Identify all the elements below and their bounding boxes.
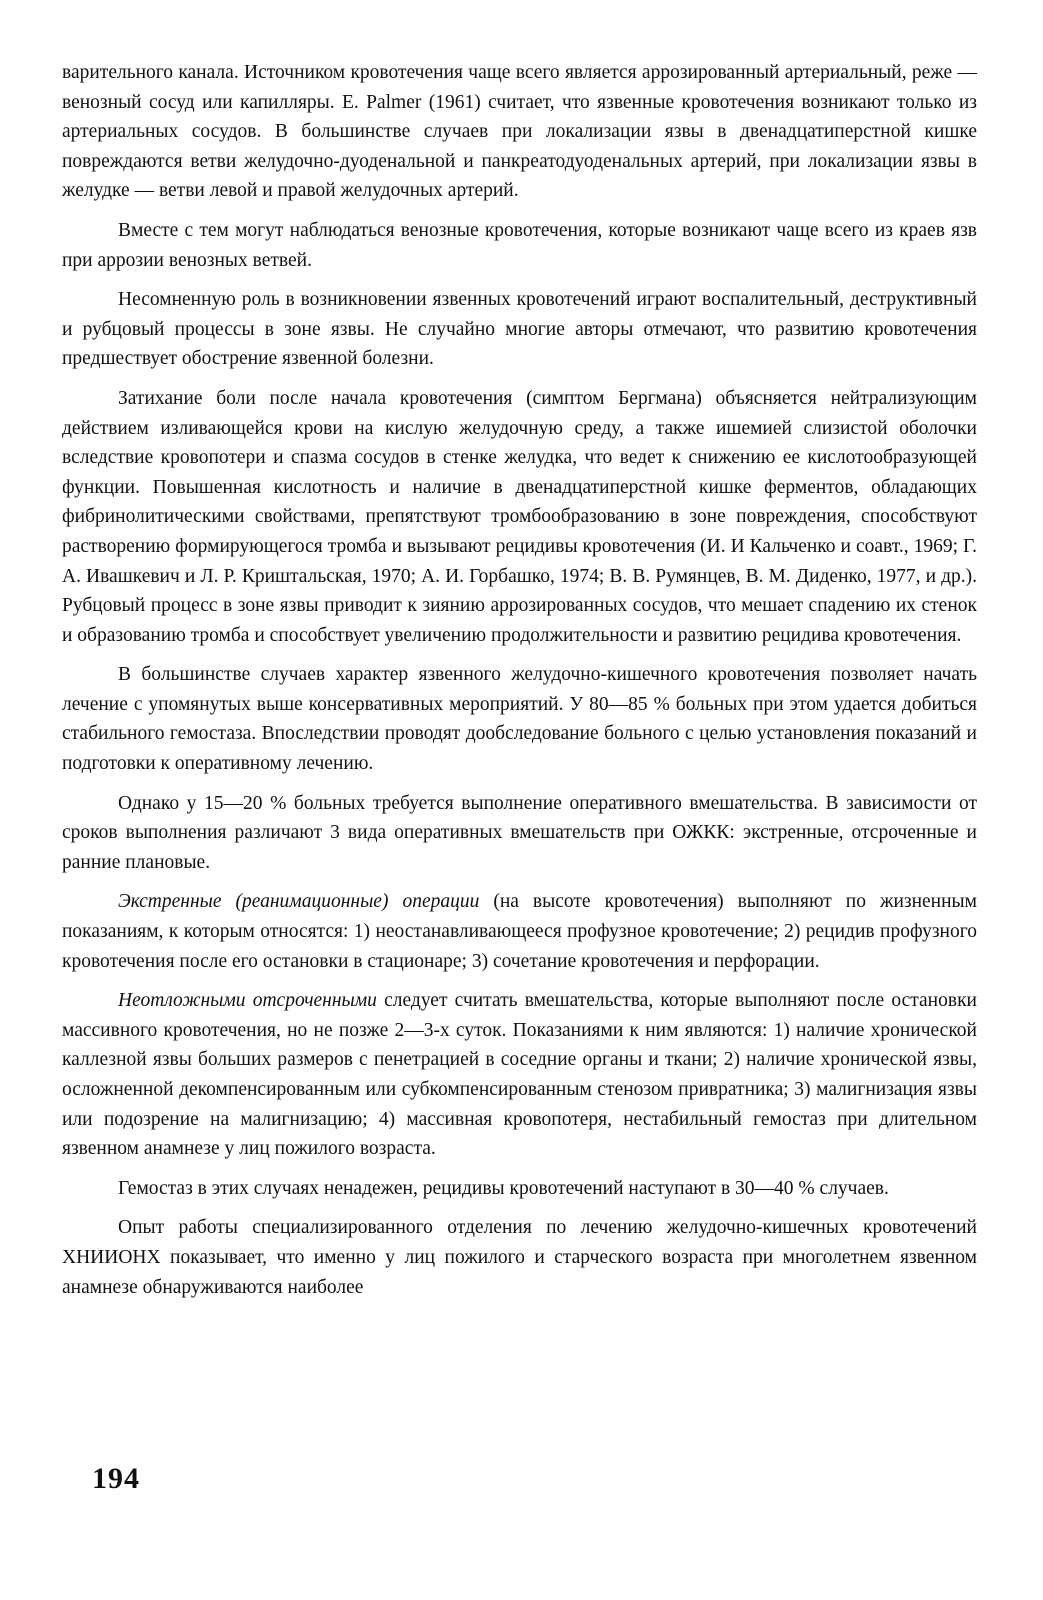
paragraph-delayed-operations <box>62 986 977 1164</box>
emergency-operations-text: (на высоте кровотечения) выполняют по жизненным показаниям, к которым относятся: 1) неостанавливающееся профузное кровотечение; 2) рецидив профузного кровотечения после его остановки в стационаре; 3) сочетание кровотечения и перфорации. <box>62 891 977 972</box>
paragraph-continued: варительного канала. Источником кровотечения чаще всего является аррозированный артериальный, реже — венозный сосуд или капилляры. E. Palmer (1961) считает, что язвенные кровотечения возникают только из артериальных сосудов. В большинстве случаев при локализации язвы в двенадцатиперстной кишке повреждаются ветви желудочно-дуоденальной и панкреатодуоденальных артерий, при локализации язвы в желудке — ветви левой и правой желудочных артерий. <box>62 62 977 202</box>
paragraph: Несомненную роль в возникновении язвенных кровотечений играют воспалительный, деструктивный и рубцовый процессы в зоне язвы. Не случайно многие авторы отмечают, что развитию кровотечения предшествует обострение язвенной болезни. <box>62 289 977 370</box>
paragraph: Однако у 15—20 % больных требуется выполнение оперативного вмешательства. В зависимости от сроков выполнения различают 3 вида оперативных вмешательств при ОЖКК: экстренные, отсроченные и ранние плановые. <box>62 792 977 873</box>
page-number: 194 <box>92 1462 140 1495</box>
term-delayed-operations: Неотложными отсроченными <box>118 990 377 1012</box>
paragraph: Опыт работы специализированного отделения по лечению желудочно-кишечных кровотечений ХНИИОНХ показывает, что именно у лиц пожилого и старческого возраста при многолетнем язвенном анамнезе обнаруживаются наиболее <box>62 1217 977 1298</box>
paragraph: Гемостаз в этих случаях ненадежен, рецидивы кровотечений наступают в 30—40 % случаев. <box>118 1177 889 1199</box>
paragraph-emergency-operations <box>62 887 977 976</box>
delayed-operations-text: следует считать вмешательства, которые выполняют после остановки массивного кровотечения, но не позже 2—3-х суток. Показаниями к ним являются: 1) наличие хронической каллезной язвы больших размеров с пенетрацией в соседние органы и ткани; 2) наличие хронической язвы, осложненной декомпенсированным или субкомпенсированным стенозом привратника; 3) малигнизация язвы или подозрение на малигнизацию; 4) массивная кровопотеря, нестабильный гемостаз при длительном язвенном анамнезе у лиц пожилого возраста. <box>62 990 977 1160</box>
paragraph: В большинстве случаев характер язвенного желудочно-кишечного кровотечения позволяет начать лечение с упомянутых выше консервативных мероприятий. У 80—85 % больных при этом удается добиться стабильного гемостаза. Впоследствии проводят дообследование больного с целью установления показаний и подготовки к оперативному лечению. <box>62 664 977 775</box>
term-emergency-operations: Экстренные (реанимационные) операции <box>118 891 480 913</box>
body-text <box>62 58 977 1302</box>
paragraph: Вместе с тем могут наблюдаться венозные кровотечения, которые возникают чаще всего из краев язв при аррозии венозных ветвей. <box>62 219 977 271</box>
paragraph: Затихание боли после начала кровотечения (симптом Бергмана) объясняется нейтрализующим действием изливающейся крови на кислую желудочную среду, а также ишемией слизистой оболочки вследствие кровопотери и спазма сосудов в стенке желудка, что ведет к снижению ее кислотообразующей функции. Повышенная кислотность и наличие в двенадцатиперстной кишке ферментов, обладающих фибринолитическими свойствами, препятствуют тромбообразованию в зоне повреждения, способствуют растворению формирующегося тромба и вызывают рецидивы кровотечения (И. И Кальченко и соавт., 1969; Г. А. Ивашкевич и Л. Р. Криштальская, 1970; А. И. Горбашко, 1974; В. В. Румянцев, В. М. Диденко, 1977, и др.). Рубцовый процесс в зоне язвы приводит к зиянию аррозированных сосудов, что мешает спадению их стенок и образованию тромба и способствует увеличению продолжительности и развитию рецидива кровотечения. <box>62 387 977 646</box>
